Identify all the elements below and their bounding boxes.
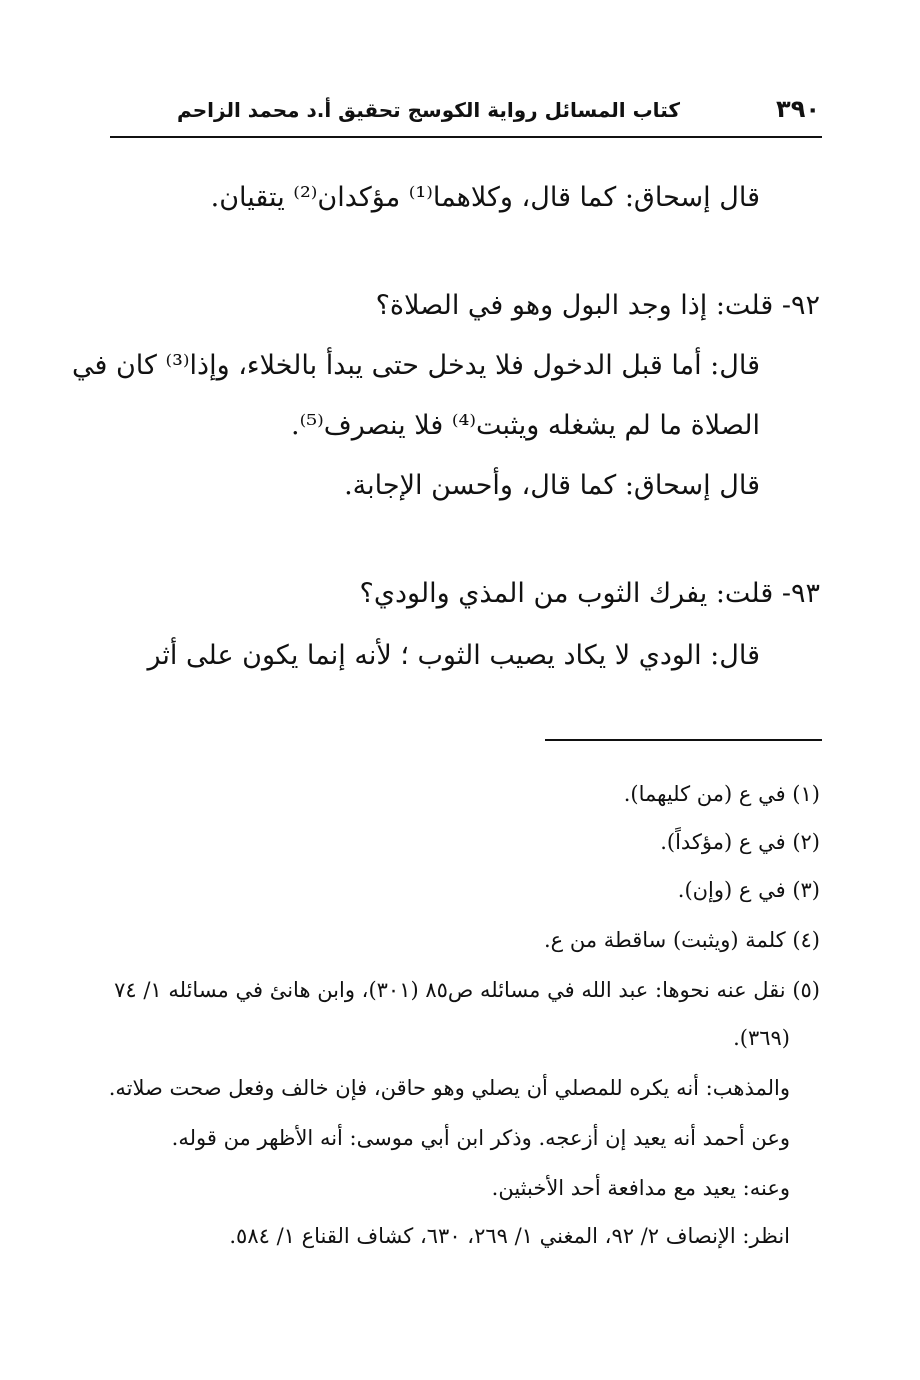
footnote-note-1: والمذهب: أنه يكره للمصلي أن يصلي وهو حاقن، فإن خالف وفعل صحت صلاته.: [108, 1076, 790, 1100]
footnote-5: (٥) نقل عنه نحوها: عبد الله في مسائله ص٨٥ (٣٠١)، وابن هانئ في مسائله ١/ ٧٤: [114, 978, 820, 1002]
footnote-note-4: انظر: الإنصاف ٢/ ٩٢، المغني ١/ ٢٦٩، ٦٣٠، كشاف القناع ١/ ٥٨٤.: [229, 1224, 790, 1248]
header-divider: [110, 136, 822, 138]
body-line-5: قال إسحاق: كما قال، وأحسن الإجابة.: [344, 470, 760, 501]
page-number: ٣٩٠: [776, 95, 820, 123]
footnote-note-2: وعن أحمد أنه يعيد إن أزعجه. وذكر ابن أبي موسى: أنه الأظهر من قوله.: [171, 1126, 790, 1150]
body-line-7: قال: الودي لا يكاد يصيب الثوب ؛ لأنه إنما يكون على أثر: [147, 640, 760, 671]
footnote-3: (٣) في ع (وإن).: [677, 878, 820, 902]
body-line-4: الصلاة ما لم يشغله ويثبت⁽⁴⁾ فلا ينصرف⁽⁵⁾.: [291, 410, 760, 441]
question-92: ٩٢- قلت: إذا وجد البول وهو في الصلاة؟: [375, 290, 820, 321]
body-line-1: قال إسحاق: كما قال، وكلاهما⁽¹⁾ مؤكدان⁽²⁾ يتقيان.: [210, 182, 760, 213]
body-line-3: قال: أما قبل الدخول فلا يدخل حتى يبدأ بالخلاء، وإذا⁽³⁾ كان في: [71, 350, 760, 381]
footnote-note-3: وعنه: يعيد مع مدافعة أحد الأخبثين.: [491, 1176, 790, 1200]
footnote-2: (٢) في ع (مؤكداً).: [660, 830, 820, 854]
footnote-4: (٤) كلمة (ويثبت) ساقطة من ع.: [543, 928, 820, 952]
footnote-divider: [545, 739, 822, 741]
question-93: ٩٣- قلت: يفرك الثوب من المذي والودي؟: [359, 578, 820, 609]
footnote-1: (١) في ع (من كليهما).: [623, 782, 820, 806]
footnote-5-continued: (٣٦٩).: [733, 1026, 790, 1050]
running-header-title: كتاب المسائل رواية الكوسج تحقيق أ.د محمد الزاحم: [177, 98, 680, 122]
